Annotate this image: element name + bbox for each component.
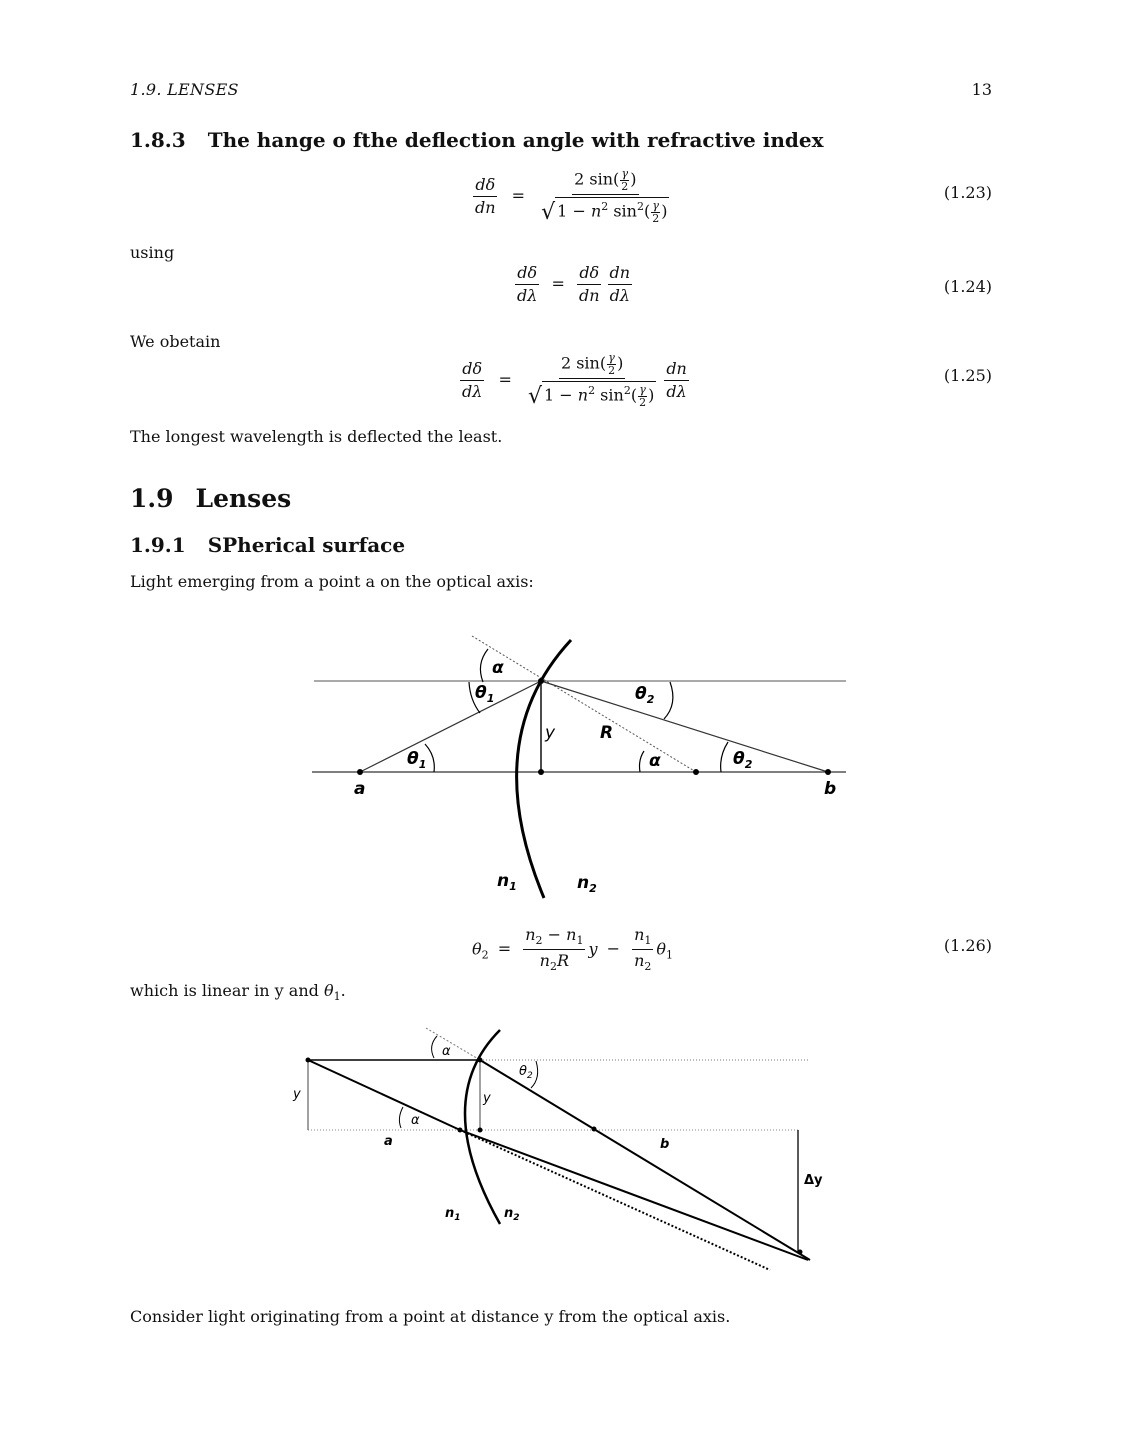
label-n2 xyxy=(504,1206,520,1223)
theta-symbol: θ xyxy=(323,981,334,1000)
spherical-surface-arc xyxy=(465,1030,500,1224)
theta-symbol: θ xyxy=(635,684,647,704)
point-b xyxy=(825,769,831,775)
object-point xyxy=(306,1058,311,1063)
paragraph-linear xyxy=(130,981,346,1003)
paragraph-using: using xyxy=(130,243,175,262)
paragraph-light: Light emerging from a point a on the optical axis: xyxy=(130,572,534,591)
alpha-arc-bottom xyxy=(399,1107,403,1128)
label-alpha-bottom: α xyxy=(649,751,661,771)
section-title: The hange o fthe deflection angle with refractive index xyxy=(207,128,824,152)
label-theta2 xyxy=(519,1064,533,1081)
normal-line xyxy=(472,636,696,772)
section-number: 1.9.1 xyxy=(130,533,186,557)
section-title: Lenses xyxy=(195,484,292,513)
label-b: b xyxy=(660,1137,670,1152)
label-n1 xyxy=(497,871,517,893)
point-a xyxy=(357,769,363,775)
label-y: y xyxy=(545,723,556,743)
label-theta1-top xyxy=(475,683,494,705)
subscript: 2 xyxy=(744,758,753,771)
section-heading-1-8-3 xyxy=(130,128,824,152)
paragraph-consider: Consider light originating from a point at distance y from the optical axis. xyxy=(130,1307,731,1326)
off-axis-imaging-figure xyxy=(280,1020,840,1280)
subscript: 2 xyxy=(589,882,597,895)
spherical-surface-arc xyxy=(517,640,571,898)
equation-number: (1.24) xyxy=(943,277,992,296)
theta1-arc-bottom xyxy=(425,744,434,772)
incident-ray xyxy=(360,681,541,772)
section-number: 1.8.3 xyxy=(130,128,186,152)
axis-point xyxy=(478,1128,483,1133)
alpha-arc-top xyxy=(432,1036,437,1058)
theta-symbol: θ xyxy=(519,1064,527,1079)
alpha-arc-top xyxy=(480,649,488,682)
center-point xyxy=(693,769,699,775)
theta2-arc-top xyxy=(664,682,673,719)
incidence-point xyxy=(538,678,544,684)
linear-text-pre: which is linear in y and xyxy=(130,981,324,1000)
subscript: 2 xyxy=(646,693,655,706)
label-theta2-bottom xyxy=(733,749,753,771)
n-symbol: n xyxy=(504,1206,514,1221)
section-title: SPherical surface xyxy=(207,533,406,557)
label-alpha-bottom: α xyxy=(411,1113,420,1128)
subscript: 1 xyxy=(486,692,495,705)
subscript: 1 xyxy=(418,758,427,771)
n-symbol: n xyxy=(445,1206,455,1221)
paragraph-obtain: We obetain xyxy=(130,332,221,351)
label-theta1-bottom xyxy=(407,749,426,771)
equation-number: (1.26) xyxy=(943,936,992,955)
equation-number: (1.25) xyxy=(943,366,992,385)
label-b: b xyxy=(824,779,837,799)
equation-1-24: $\frac{d\delta}{d\lambda}$ = $\frac{d\delta}{dn}$ $\frac{dn}{d\lambda}$ xyxy=(517,263,631,305)
alpha-arc-bottom xyxy=(640,751,645,772)
running-header: 1.9. LENSES xyxy=(130,80,239,99)
subscript: 1 xyxy=(509,880,517,893)
theta-symbol: θ xyxy=(475,683,487,703)
label-delta-y: Δy xyxy=(804,1173,823,1188)
vertex-point xyxy=(458,1128,463,1133)
spherical-surface-figure xyxy=(300,630,860,910)
refracted-chief-ray xyxy=(460,1130,808,1260)
normal-line xyxy=(426,1028,480,1060)
equation-1-23: $\frac{d\delta}{dn}$ = 2 sin( $\frac{\gamma}{2}$ ) √ $1 - n^2$ $\sin^2$( $\frac{\gamma}{2}$ ) xyxy=(475,167,668,226)
label-n2 xyxy=(577,873,597,895)
label-a: a xyxy=(384,1134,393,1149)
subscript: 1 xyxy=(333,990,341,1004)
section-heading-1-9-1 xyxy=(130,533,405,557)
section-heading-1-9 xyxy=(130,484,291,513)
label-R: R xyxy=(600,723,614,743)
image-point xyxy=(798,1250,803,1255)
surface-axis-point xyxy=(538,769,544,775)
theta-symbol: θ xyxy=(733,749,745,769)
page-number: 13 xyxy=(971,80,992,99)
subscript: 2 xyxy=(513,1213,520,1223)
incidence-point xyxy=(478,1058,483,1063)
label-n1 xyxy=(445,1206,461,1223)
focal-point xyxy=(592,1127,597,1132)
label-y-left: y xyxy=(293,1087,301,1102)
label-alpha-top: α xyxy=(492,658,504,678)
undeflected-dotted-ray xyxy=(460,1130,770,1270)
refracted-parallel-ray xyxy=(480,1060,810,1260)
linear-text-post: . xyxy=(340,981,346,1000)
n-symbol: n xyxy=(577,873,590,893)
section-number: 1.9 xyxy=(130,484,174,513)
subscript: 2 xyxy=(526,1071,533,1081)
chief-ray xyxy=(308,1060,460,1130)
equation-1-25: $\frac{d\delta}{d\lambda}$ = 2 sin( $\frac{\gamma}{2}$ ) √ $1 - n^2$ $\sin^2$( $\frac{\gamma}{2}$ ) $\frac{dn}{d\lambda}$ xyxy=(462,351,687,410)
refracted-ray xyxy=(541,681,828,772)
label-a: a xyxy=(354,779,366,799)
n-symbol: n xyxy=(497,871,510,891)
equation-1-26: $\theta_2$ = $\frac{n_2 - n_1}{n_2R}$ y − $\frac{n_1}{n_2}$ $\theta_1$ xyxy=(472,925,674,974)
paragraph-longest: The longest wavelength is deflected the least. xyxy=(130,427,503,446)
label-alpha-top: α xyxy=(442,1044,451,1059)
label-theta2-top xyxy=(635,684,655,706)
theta-symbol: θ xyxy=(407,749,419,769)
theta2-arc-bottom xyxy=(721,742,728,772)
equation-number: (1.23) xyxy=(943,183,992,202)
subscript: 1 xyxy=(454,1213,461,1223)
label-y: y xyxy=(483,1091,491,1106)
